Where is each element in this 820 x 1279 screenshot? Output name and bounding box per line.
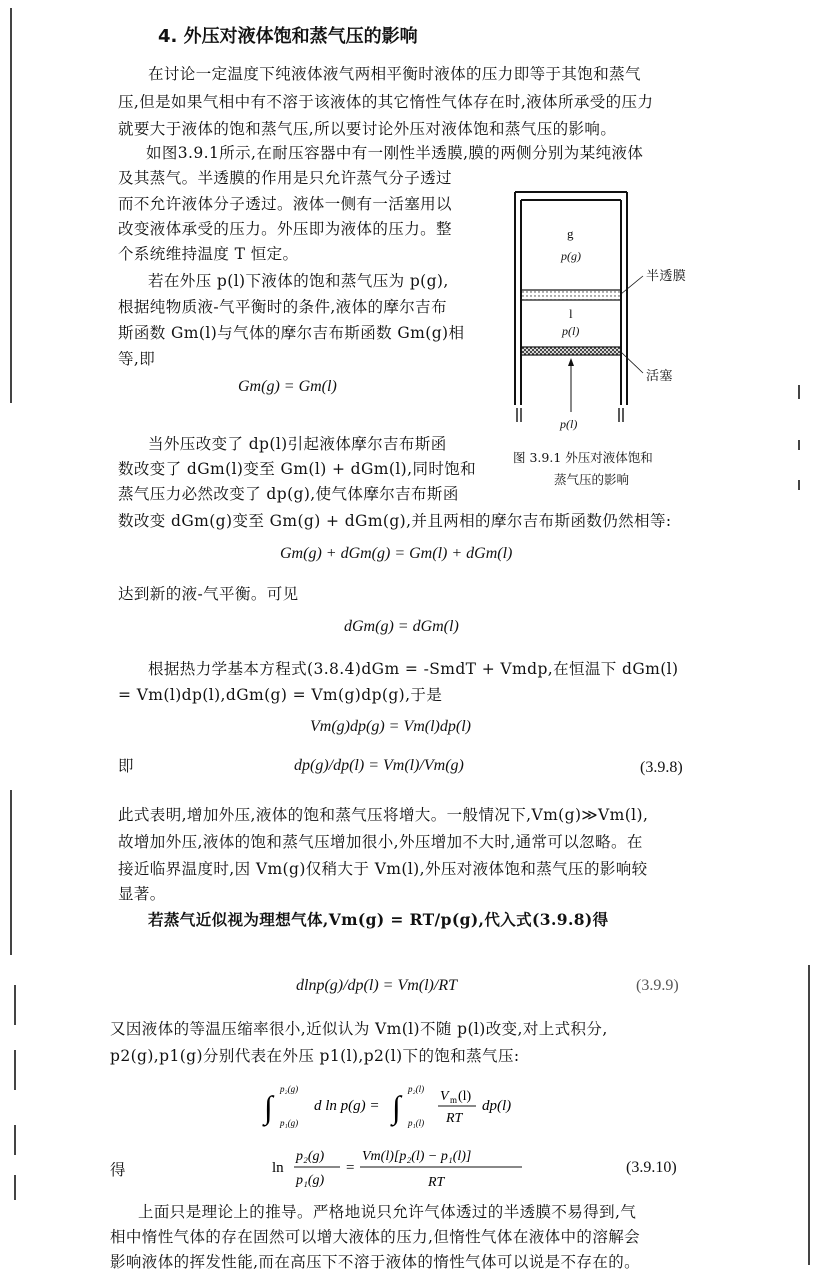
text-line: 影响液体的挥发性能,而在高压下不溶于液体的惰性气体可以说是不存在的。 — [110, 1253, 641, 1271]
text-line: 根据热力学基本方程式(3.8.4)dGm = -SmdT + Vmdp,在恒温下 dGm(l) — [148, 660, 679, 678]
scan-line-left — [14, 1050, 16, 1090]
equation-3-9-10 — [270, 1140, 540, 1196]
figure-label-pl-bottom: p(l) — [560, 417, 578, 431]
svg-text:p₁(g): p₁(g) — [280, 1118, 299, 1128]
de-label: 得 — [110, 1161, 126, 1179]
text-line: 个系统维持温度 T 恒定。 — [118, 245, 299, 263]
text-line: 改变液体承受的压力。外压即为液体的压力。整 — [118, 220, 452, 238]
svg-text:p₂(l): p₂(l) — [408, 1084, 425, 1094]
svg-text:dp(l): dp(l) — [482, 1098, 512, 1114]
text-line: 故增加外压,液体的饱和蒸气压增加很小,外压增加不大时,通常可以忽略。在 — [118, 833, 643, 851]
figure-label-pl: p(l) — [562, 324, 580, 338]
svg-text:∫: ∫ — [264, 1089, 273, 1125]
equation-Vdp: Vm(g)dp(g) = Vm(l)dp(l) — [310, 718, 471, 735]
figure-label-piston: 活塞 — [646, 369, 673, 384]
equation-dG: dGm(g) = dGm(l) — [344, 618, 459, 635]
svg-text:p₂(g): p₂(g) — [280, 1084, 299, 1094]
svg-text:RT: RT — [446, 1111, 463, 1126]
svg-text:p₁(g): p₁(g) — [296, 1173, 325, 1188]
svg-text:p₁(l): p₁(l) — [408, 1118, 425, 1128]
svg-text:V: V — [440, 1089, 449, 1104]
figure-caption-line1: 图 3.9.1 外压对液体饱和 — [513, 450, 653, 465]
svg-text:ln: ln — [272, 1160, 284, 1176]
text-line: 数改变了 dGm(l)变至 Gm(l) + dGm(l),同时饱和 — [118, 460, 477, 478]
figure-label-pg: p(g) — [561, 249, 581, 263]
equation-3-9-8: dp(g)/dp(l) = Vm(l)/Vm(g) — [294, 757, 464, 774]
figure-caption-line2: 蒸气压的影响 — [554, 472, 630, 487]
text-line: 及其蒸气。半透膜的作用是只允许蒸气分子透过 — [118, 169, 452, 187]
svg-text:(l): (l) — [458, 1089, 472, 1104]
text-line: 又因液体的等温压缩率很小,近似认为 Vm(l)不随 p(l)改变,对上式积分, — [110, 1020, 608, 1038]
equation-number-3-9-9: (3.9.9) — [636, 977, 679, 994]
text-line: p2(g),p1(g)分别代表在外压 p1(l),p2(l)下的饱和蒸气压: — [110, 1047, 520, 1065]
scan-mark-right — [798, 385, 800, 399]
text-line-bold: 若蒸气近似视为理想气体,Vm(g) = RT/p(g),代入式(3.9.8)得 — [148, 910, 609, 929]
scan-line-left — [14, 1175, 16, 1200]
text-line: 当外压改变了 dp(l)引起液体摩尔吉布斯函 — [148, 435, 447, 453]
svg-text:RT: RT — [428, 1175, 445, 1190]
svg-text:Vm(l)[p₂(l) − p₁(l)]: Vm(l)[p₂(l) − p₁(l)] — [362, 1149, 472, 1164]
text-line: 相中惰性气体的存在固然可以增大液体的压力,但惰性气体在液体中的溶解会 — [110, 1228, 641, 1246]
membrane-leader — [621, 276, 643, 294]
text-line: 数改变 dGm(g)变至 Gm(g) + dGm(g),并且两相的摩尔吉布斯函数仍然相等: — [118, 512, 672, 530]
pressure-arrow-head — [568, 358, 574, 366]
text-line: = Vm(l)dp(l),dGm(g) = Vm(g)dp(g),于是 — [118, 686, 443, 704]
scan-mark-right — [798, 480, 800, 490]
figure-label-g: g — [567, 226, 574, 241]
text-line: 此式表明,增加外压,液体的饱和蒸气压将增大。一般情况下,Vm(g)≫Vm(l), — [118, 806, 649, 824]
text-line: 斯函数 Gm(l)与气体的摩尔吉布斯函数 Gm(g)相 — [118, 324, 465, 342]
equation-number-3-9-8: (3.9.8) — [640, 759, 683, 776]
svg-text:p₂(g): p₂(g) — [296, 1149, 325, 1164]
scan-line-right — [808, 965, 810, 1265]
svg-text:d ln p(g) =: d ln p(g) = — [314, 1098, 380, 1114]
svg-text:=: = — [346, 1160, 355, 1176]
piston-leader — [621, 352, 643, 373]
text-line: 压,但是如果气相中有不溶于该液体的其它惰性气体存在时,液体所承受的压力 — [118, 93, 654, 111]
semi-permeable-membrane — [521, 290, 621, 300]
equation-3-9-9: dlnp(g)/dp(l) = Vm(l)/RT — [296, 977, 457, 994]
scan-line-left — [10, 790, 12, 955]
text-line: 而不允许液体分子透过。液体一侧有一活塞用以 — [118, 195, 452, 213]
text-line: 若在外压 p(l)下液体的饱和蒸气压为 p(g), — [148, 272, 449, 290]
container-diagram — [505, 190, 665, 430]
text-line: 上面只是理论上的推导。严格地说只允许气体透过的半透膜不易得到,气 — [138, 1203, 637, 1221]
equation-number-3-9-10: (3.9.10) — [626, 1159, 677, 1176]
svg-text:m: m — [450, 1095, 458, 1105]
equation-gibbs-sum: Gm(g) + dGm(g) = Gm(l) + dGm(l) — [280, 545, 513, 562]
scan-line-left — [10, 8, 12, 403]
svg-text:∫: ∫ — [392, 1089, 401, 1125]
integral-equation — [262, 1080, 562, 1132]
text-line: 蒸气压力必然改变了 dp(g),使气体摩尔吉布斯函 — [118, 485, 459, 503]
scan-line-left — [14, 985, 16, 1025]
scan-mark-right — [798, 440, 800, 450]
piston — [521, 347, 621, 355]
text-line: 接近临界温度时,因 Vm(g)仅稍大于 Vm(l),外压对液体饱和蒸气压的影响较 — [118, 860, 648, 878]
text-line: 显著。 — [118, 885, 166, 903]
text-line: 就要大于液体的饱和蒸气压,所以要讨论外压对液体饱和蒸气压的影响。 — [118, 120, 617, 138]
text-line: 如图3.9.1所示,在耐压容器中有一刚性半透膜,膜的两侧分别为某纯液体 — [146, 144, 644, 162]
text-line: 等,即 — [118, 350, 156, 368]
figure-label-membrane: 半透膜 — [646, 269, 687, 284]
text-line: 达到新的液-气平衡。可见 — [118, 585, 299, 603]
ji-label: 即 — [118, 757, 134, 775]
text-line: 根据纯物质液-气平衡时的条件,液体的摩尔吉布 — [118, 298, 447, 316]
equation-gibbs-equal: Gm(g) = Gm(l) — [238, 378, 337, 395]
section-heading: 4. 外压对液体饱和蒸气压的影响 — [158, 26, 418, 47]
scan-line-left — [14, 1125, 16, 1155]
text-line: 在讨论一定温度下纯液体液气两相平衡时液体的压力即等于其饱和蒸气 — [148, 65, 641, 83]
figure-label-l: l — [569, 306, 573, 321]
